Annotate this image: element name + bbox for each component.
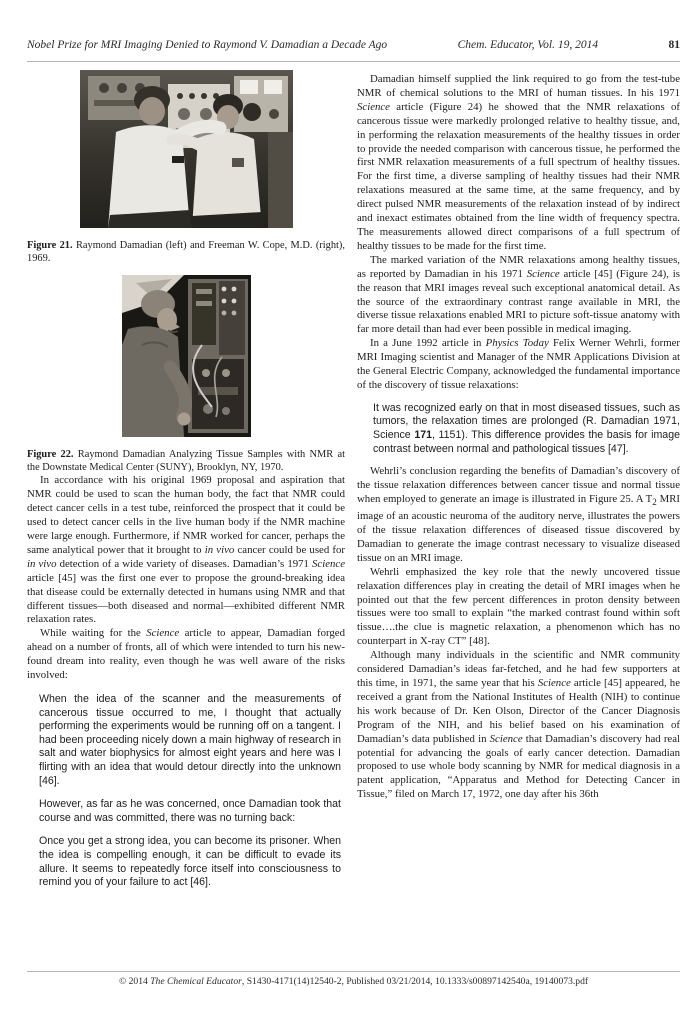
right-paragraph-1: Damadian himself supplied the link required to go from the test-tube NMR of chemical solutions to the MRI of human tissues. In his 1971 Science article (Figure 24) he showed that the NMR relaxations of cancerous tissue were markedly prolonged relative to healthy tissue, and, in performing the relaxation measurements of the healthy tissues in order to provide the needed comparison with cancerous tissue, he performed the first NMR relaxation measurements of a full spectrum of healthy tissues. For the first time, a diverse sampling of healthy tissues had their NMR relaxations measured at the same time, at the same frequency, and by direct pulsed NMR measurements of the relaxation instead of by indirect and inexact estimates obtained from the line width of frequency spectra. The measurements allowed direct comparisons of a full spectrum of healthy tissues to be made for the first time.: [357, 73, 680, 252]
left-column: [27, 70, 345, 900]
running-head: [27, 39, 680, 51]
figure21-photo: [80, 70, 293, 228]
figure22-caption: Figure 22. Raymond Damadian Analyzing Tissue Samples with NMR at the Downstate Medical Center (SUNY), Brooklyn, NY, 1970.: [27, 449, 345, 473]
right-paragraph-3: In a June 1992 article in Physics Today Felix Werner Wehrli, former MRI Imaging scientist and Manager of the NMR Applications Division at the General Electric Company, acknowledged the fundamental importance of the discovery of tissue relaxations:: [357, 337, 680, 391]
footer-rule: [27, 971, 680, 972]
blockquote-bridge: However, as far as he was concerned, once Damadian took that course and was committed, there was no turning back:: [39, 798, 341, 824]
blockquote-strong-idea: Once you get a strong idea, you can become its prisoner. When the idea is compelling enough, it can be difficult to evade its allure. It seems to repeatedly force itself into consciousness to remind you of your failure to act [46].: [39, 835, 341, 889]
header-rule: [27, 61, 680, 62]
figure22-photo: [122, 275, 251, 437]
right-column: [357, 73, 680, 802]
figure22: [27, 275, 345, 474]
left-paragraph-1: In accordance with his original 1969 proposal and aspiration that NMR could be used to scan the human body, the fact that NMR could detect cancer cells in a test tube, reinforced the prospect that it could be used to detect cancer cells in the live human body if the NMR machine were large enough. Furthermore, if NMR worked for cancer, perhaps the same analytical power that it brought to in vivo cancer could be used for in vivo detection of a wide variety of diseases. Damadian’s 1971 Science article [45] was the first one ever to propose the ground-breaking idea that disease could be externally detected in humans using NMR and that different tissues—both diseased and normal—exhibited different NMR relaxation rates.: [27, 474, 346, 626]
journal-reference: Chem. Educator, Vol. 19, 2014: [457, 39, 599, 51]
running-title: Nobel Prize for MRI Imaging Denied to Raymond V. Damadian a Decade Ago: [27, 39, 388, 51]
footer-citation: © 2014 The Chemical Educator, S1430-4171(14)12540-2, Published 03/21/2014, 10.1333/s00897142540a, 19140073.pdf: [118, 976, 589, 987]
left-paragraph-2: While waiting for the Science article to appear, Damadian forged ahead on a number of fronts, all of which were intended to turn his new-found dream into reality, even though he was well aware of the risks involved:: [27, 627, 345, 682]
right-paragraph-2: The marked variation of the NMR relaxations among healthy tissues, as reported by Damadian in his 1971 Science article [45] (Figure 24), is the reason that MRI images reveal such exceptional anatomical detail. As the source of the extraordinary contrast range available in MRI, the diverse tissue relaxations enabled MRI to picture soft-tissue anatomy with far more detail than had ever been possible in medical imaging.: [357, 253, 680, 336]
blockquote-wehrli: It was recognized early on that in most diseased tissues, such as tumors, the relaxation times are prolonged (R. Damadian 1971, Science 171, 1151). This difference provides the basis for image contrast between normal and pathological tissues [47].: [373, 401, 680, 455]
blockquote-scanner-idea: When the idea of the scanner and the measurements of cancerous tissue occurred to me, I thought that actually performing the experiments would be running off on a tangent. I had been proceeding nicely down a main highway of research in salt and water biophysics for almost eight years and here was I flirting with an idea that would detour directly into the unknown [46].: [39, 692, 341, 787]
right-paragraph-4: Wehrli’s conclusion regarding the benefits of Damadian’s discovery of the tissue relaxation differences between cancer tissue and normal tissue when employed to generate an image is illustrated in Figure 25. A $T_2$ MRI image of an acoustic neuroma of the auditory nerve, illustrates the powers of the tissue relaxation differences of diseased tissue discovered by Damadian to generate the image contrast necessary to visualize diseased tissue on an MRI image.: [357, 465, 680, 564]
figure21-caption: Figure 21. Raymond Damadian (left) and Freeman W. Cope, M.D. (right), 1969.: [27, 240, 345, 264]
right-paragraph-5: Wehrli emphasized the key role that the newly uncovered tissue relaxation differences play in creating the detail of MRI images when he pointed out that the few percent differences in proton density between tissues were too small to explain “the marked contrast found within soft tissue….the clue is magnetic relaxation, a phenomenon which has no counterpart in X-ray CT” [48].: [357, 565, 680, 648]
figure21: [27, 70, 345, 265]
page-number: 81: [668, 39, 680, 51]
right-paragraph-6: Although many individuals in the scientific and NMR community considered Damadian’s ideas far-fetched, and he had few supporters at this time, in 1971, the same year that his Science article [45] appeared, he received a grant from the National Institutes of Health (NIH) to continue his work because of Dr. Ken Olson, Director of the Cancer Diagnosis Program of the NIH, and his belief based on his examination of Damadian’s data published in Science that Damadian’s discovery had real potential for advancing the goals of early cancer detection. Damadian proposed to use whole body scanning by NMR for medical diagnosis in a patent application, “Apparatus and Method for Detecting Cancer in Tissue,” filed on March 17, 1972, one day after his 36th: [357, 649, 681, 801]
